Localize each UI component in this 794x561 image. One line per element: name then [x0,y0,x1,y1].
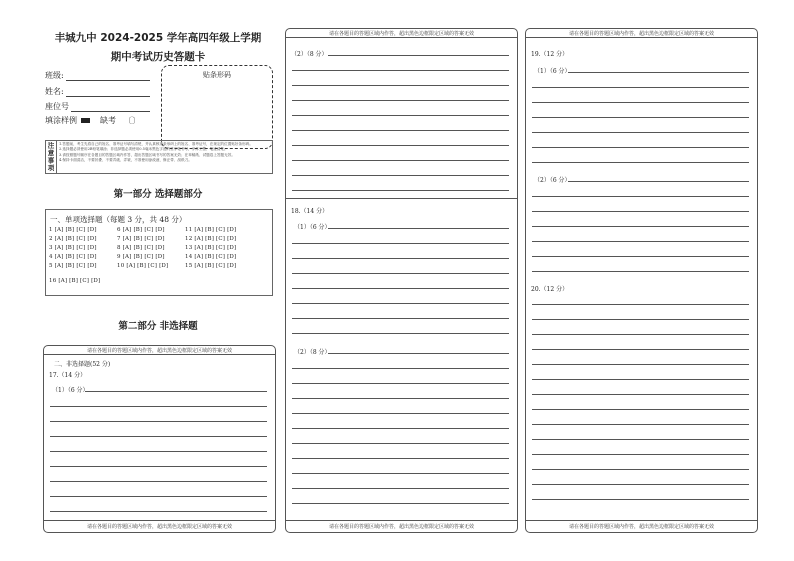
choice-row[interactable]: 15 [A] [B] [C] [D] [185,263,237,269]
choice-row[interactable]: 7 [A] [B] [C] [D] [117,236,165,242]
note-line: 3.请按照题号顺序在各题目的答题区域内作答，超出答题区域书写的答案无效；在草稿纸、试题卷上答题无效。 [59,152,235,157]
class-label: 班级: [45,71,64,80]
name-label: 姓名: [45,87,64,96]
part1-title: 第一部分 选择题部分 [113,189,203,200]
choice-heading: 一、单项选择题（每题 3 分，共 48 分） [50,215,187,224]
absent-checkbox[interactable]: 〔〕 [124,116,140,125]
nonchoice-heading: 二、非选择题(52 分) [54,361,111,368]
seat-label: 座位号 [45,102,69,111]
panel-notice-top: 请在各题目的答题区域内作答，超出黑色边框限定区域的答案无效 [328,31,474,37]
q18-label: 18.（14 分） [291,208,329,215]
note-line: 2.选择题必须使用2B铅笔填涂；非选择题必须使用0.5毫米黑色字迹的签字笔书写，字体工整、笔迹清楚。 [59,147,228,152]
choice-row[interactable]: 12 [A] [B] [C] [D] [185,236,237,242]
note-line: 4.保持卡面清洁，不要折叠、不要弄破、弄皱，不准使用涂改液、修正带、刮纸刀。 [59,158,192,163]
notes-header: 注意事项 [46,141,57,173]
choice-row[interactable]: 13 [A] [B] [C] [D] [185,245,237,251]
q17-2-label: （2）（8 分） [291,51,328,58]
absent-label: 缺考 [100,116,116,125]
choice-section [45,209,273,296]
panel-notice-bottom: 请在各题目的答题区域内作答，超出黑色边框限定区域的答案无效 [86,524,232,530]
part2-title: 第二部分 非选择题 [118,321,198,332]
q17-1-label: （1）（6 分） [52,387,89,394]
choice-row[interactable]: 4 [A] [B] [C] [D] [49,254,97,260]
choice-row[interactable]: 2 [A] [B] [C] [D] [49,236,97,242]
barcode-label: 贴条形码 [203,71,231,79]
answer-panel-right [525,28,758,533]
choice-row[interactable]: 16 [A] [B] [C] [D] [49,278,101,284]
q20-label: 20.（12 分） [531,286,569,293]
class-field[interactable] [45,70,150,81]
panel-notice-bottom: 请在各题目的答题区域内作答，超出黑色边框限定区域的答案无效 [568,524,714,530]
choice-row[interactable]: 3 [A] [B] [C] [D] [49,245,97,251]
panel-notice-top: 请在各题目的答题区域内作答，超出黑色边框限定区域的答案无效 [86,348,232,354]
answer-panel-middle [285,28,518,533]
choice-row[interactable]: 5 [A] [B] [C] [D] [49,263,97,269]
note-line: 1.答题前，考生先将自己的姓名、准考证号填写清楚，并认真核准条形码上的姓名、准考证号，在规定的位置贴好条形码。 [59,142,253,146]
q17-label: 17.（14 分） [49,372,87,379]
fill-example-label: 填涂样例 [45,116,77,125]
q19-label: 19.（12 分） [531,51,569,58]
q18-1-label: （1）（6 分） [294,224,331,231]
answer-panel-17 [43,345,276,533]
choice-row[interactable]: 1 [A] [B] [C] [D] [49,227,97,233]
notes-body [57,141,272,173]
notes-box [45,140,273,174]
fill-example [45,115,140,126]
choice-row[interactable]: 10 [A] [B] [C] [D] [117,263,169,269]
choice-row[interactable]: 6 [A] [B] [C] [D] [117,227,165,233]
panel-notice-top: 请在各题目的答题区域内作答，超出黑色边框限定区域的答案无效 [568,31,714,37]
exam-subtitle: 期中考试历史答题卡 [110,51,206,63]
choice-row[interactable]: 9 [A] [B] [C] [D] [117,254,165,260]
filled-mark-icon [81,118,90,123]
q19-2-label: （2）（6 分） [534,177,571,184]
barcode-sticker-box [161,65,273,149]
choice-row[interactable]: 8 [A] [B] [C] [D] [117,245,165,251]
panel-notice-bottom: 请在各题目的答题区域内作答，超出黑色边框限定区域的答案无效 [328,524,474,530]
name-field[interactable] [45,86,150,97]
seat-field[interactable] [45,101,150,112]
choice-row[interactable]: 14 [A] [B] [C] [D] [185,254,237,260]
q18-2-label: （2）（8 分） [294,349,331,356]
q19-1-label: （1）（6 分） [534,68,571,75]
choice-row[interactable]: 11 [A] [B] [C] [D] [185,227,237,233]
exam-title: 丰城九中 2024-2025 学年高四年级上学期 [54,32,262,44]
